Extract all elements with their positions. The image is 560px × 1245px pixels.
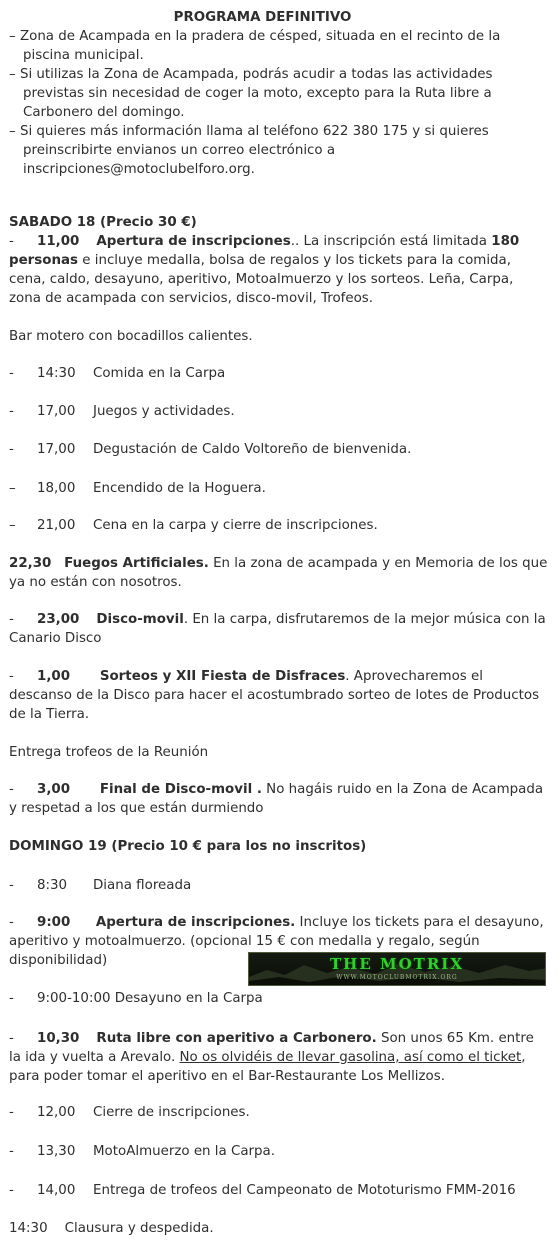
bar-note: Bar motero con bocadillos calientes. [9, 329, 253, 344]
schedule-item: - 12,00 Cierre de inscripciones. [9, 1105, 250, 1120]
schedule-item: - 13,30 MotoAlmuerzo en la Carpa. [9, 1144, 276, 1159]
intro-note: – Zona de Acampada en la pradera de césped, situada en el recinto de la piscina municipal. [9, 29, 501, 63]
schedule-item: - 14,00 Entrega de trofeos del Campeonato de Mototurismo FMM-2016 [9, 1183, 516, 1198]
route-item: - 10,30 Ruta libre con aperitivo a Carbonero. Son unos 65 Km. entre la ida y vuelta a Arevalo. No os olvidéis de llevar gasolina, así como el ticket, para poder tomar el aperitivo en el Bar-Restaurante Los Mellizos. [9, 1031, 534, 1084]
schedule-item: - 17,00 Degustación de Caldo Voltoreño de bienvenida. [9, 442, 412, 457]
saturday-opening: - 11,00 Apertura de inscripciones.. La inscripción está limitada 180 personas e incluye medalla, bolsa de regalos y los tickets para la comida, cena, caldo, desayuno, aperitivo, Motoalmuerzo y los sorteos. Leña, Carpa, zona de acampada con servicios, disco-movil, Trofeos. [9, 234, 520, 306]
schedule-item: – 21,00 Cena en la carpa y cierre de inscripciones. [9, 518, 378, 533]
final-disco-item: - 3,00 Final de Disco-movil . No hagáis ruido en la Zona de Acampada y respetad a los que están durmiendo [9, 782, 544, 816]
intro-note: – Si quieres más información llama al teléfono 622 380 175 y si quieres preinscribirte envianos un correo electrónico a inscripciones@motoclubelforo.org. [9, 124, 489, 177]
saturday-heading: SABADO 18 (Precio 30 €) [9, 215, 197, 230]
closing-item: 14:30 Clausura y despedida. [9, 1221, 214, 1236]
raffle-item: - 1,00 Sorteos y XII Fiesta de Disfraces. Aprovecharemos el descanso de la Disco para hacer el acostumbrado sorteo de lotes de Productos de la Tierra. [9, 669, 540, 722]
intro-notes [9, 27, 529, 179]
sunday-opening: - 9:00 Apertura de inscripciones. Incluye los tickets para el desayuno, aperitivo y motoalmuerzo. (opcional 15 € con medalla y regalo, según disponibilidad) [9, 915, 544, 968]
banner-title: THE MOTRIX [330, 955, 464, 973]
schedule-item: - 9:00-10:00 Desayuno en la Carpa [9, 991, 263, 1006]
schedule-item: - 14:30 Comida en la Carpa [9, 366, 226, 381]
schedule-item: – 18,00 Encendido de la Hoguera. [9, 481, 266, 496]
page-title: PROGRAMA DEFINITIVO [173, 10, 352, 25]
trophies-note: Entrega trofeos de la Reunión [9, 745, 209, 760]
sunday-heading: DOMINGO 19 (Precio 10 € para los no inscritos) [9, 839, 367, 854]
motrix-banner [248, 952, 546, 986]
fireworks-item: 22,30 Fuegos Artificiales. En la zona de acampada y en Memoria de los que ya no están con nosotros. [9, 556, 548, 590]
disco-item: - 23,00 Disco-movil. En la carpa, disfrutaremos de la mejor música con la Canario Disco [9, 612, 546, 646]
schedule-item: - 8:30 Diana floreada [9, 878, 192, 893]
schedule-item: - 17,00 Juegos y actividades. [9, 404, 235, 419]
banner-url: WWW.MOTOCLUBMOTRIX.ORG [336, 974, 458, 981]
intro-note: – Si utilizas la Zona de Acampada, podrás acudir a todas las actividades previstas sin necesidad de coger la moto, excepto para la Ruta libre a Carbonero del domingo. [9, 67, 493, 120]
